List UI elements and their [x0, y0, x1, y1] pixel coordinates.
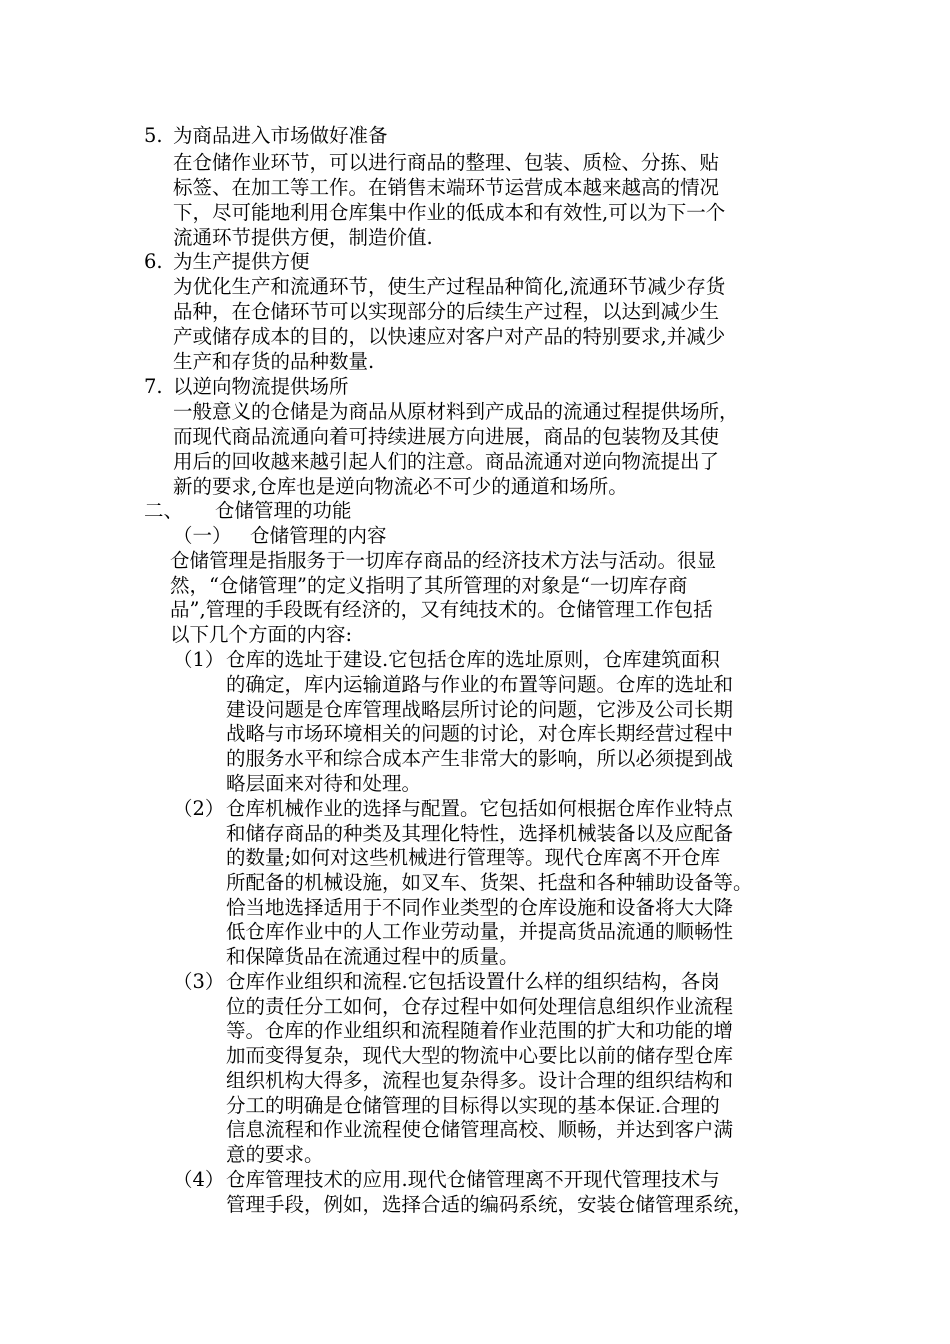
item-7-body-line: 一般意义的仓储是为商品从原材料到产成品的流通过程提供场所，	[173, 400, 739, 423]
intro-line: 然，“仓储管理”的定义指明了其所管理的对象是“一切库存商	[170, 574, 688, 597]
point-2-line: 仓库机械作业的选择与配置。它包括如何根据仓库作业特点	[226, 797, 734, 820]
item-6-body-line: 品种，在仓储环节可以实现部分的后续生产过程，以达到减少生	[173, 300, 720, 323]
item-7-body-line: 新的要求,仓库也是逆向物流必不可少的通道和场所。	[173, 475, 628, 498]
item-5-number: 5.	[144, 124, 163, 147]
item-7-body-line: 用后的回收越来越引起人们的注意。商品流通对逆向物流提出了	[173, 450, 720, 473]
point-3-line: 仓库作业组织和流程.它包括设置什么样的组织结构，各岗	[226, 970, 720, 993]
point-3-number: （3）	[173, 970, 225, 993]
point-3-line: 信息流程和作业流程使仓储管理高校、顺畅，并达到客户满	[226, 1118, 734, 1141]
point-3-line: 加而变得复杂，现代大型的物流中心要比以前的储存型仓库	[226, 1044, 734, 1067]
item-5-body-line: 在仓储作业环节，可以进行商品的整理、包装、质检、分拣、贴	[173, 151, 720, 174]
subsection-1-heading: 仓储管理的内容	[250, 524, 387, 547]
item-5-title: 为商品进入市场做好准备	[173, 124, 388, 147]
section-2-number: 二、	[144, 499, 184, 522]
point-3-line: 组织机构大得多，流程也复杂得多。设计合理的组织结构和	[226, 1069, 734, 1092]
item-6-body-line: 产或储存成本的目的，以快速应对客户对产品的特别要求,并减少	[173, 325, 726, 348]
point-4-line: 管理手段，例如，选择合适的编码系统，安装仓储管理系统，	[226, 1193, 753, 1216]
item-5-body-line: 标签、在加工等工作。在销售末端环节运营成本越来越高的情况	[173, 176, 720, 199]
section-2-heading: 仓储管理的功能	[215, 499, 352, 522]
point-2-line: 和储存商品的种类及其理化特性，选择机械装备以及应配备	[226, 822, 734, 845]
point-1-line: 战略与市场环境相关的问题的讨论，对仓库长期经营过程中	[226, 722, 734, 745]
point-3-line: 位的责任分工如何，仓存过程中如何处理信息组织作业流程	[226, 995, 734, 1018]
item-6-number: 6.	[144, 250, 163, 273]
point-2-line: 低仓库作业中的人工作业劳动量，并提高货品流通的顺畅性	[226, 920, 734, 943]
item-7-body-line: 而现代商品流通向着可持续进展方向进展，商品的包装物及其使	[173, 425, 720, 448]
point-1-line: 的服务水平和综合成本产生非常大的影响，所以必须提到战	[226, 747, 734, 770]
point-3-line: 意的要求。	[226, 1143, 324, 1166]
point-3-line: 分工的明确是仓储管理的目标得以实现的基本保证.合理的	[226, 1094, 720, 1117]
point-1-number: （1）	[173, 648, 225, 671]
point-2-line: 恰当地选择适用于不同作业类型的仓库设施和设备将大大降	[226, 896, 734, 919]
point-2-line: 所配备的机械设施，如叉车、货架、托盘和各种辅助设备等。	[226, 871, 753, 894]
point-4-number: （4）	[173, 1168, 225, 1191]
item-6-title: 为生产提供方便	[173, 250, 310, 273]
item-6-body-line: 为优化生产和流通环节，使生产过程品种简化,流通环节减少存货	[173, 275, 726, 298]
point-1-line: 仓库的选址于建设.它包括仓库的选址原则，仓库建筑面积	[226, 648, 720, 671]
intro-line: 品”,管理的手段既有经济的，又有纯技术的。仓储管理工作包括	[170, 598, 713, 621]
intro-line: 以下几个方面的内容:	[170, 623, 353, 646]
point-1-line: 略层面来对待和处理。	[226, 772, 422, 795]
point-1-line: 建设问题是仓库管理战略层所讨论的问题，它涉及公司长期	[226, 698, 734, 721]
item-7-title: 以逆向物流提供场所	[173, 375, 349, 398]
point-4-line: 仓库管理技术的应用.现代仓储管理离不开现代管理技术与	[226, 1168, 720, 1191]
item-6-body-line: 生产和存货的品种数量.	[173, 350, 375, 373]
item-7-number: 7.	[144, 375, 163, 398]
point-2-number: （2）	[173, 797, 225, 820]
point-1-line: 的确定，库内运输道路与作业的布置等问题。仓库的选址和	[226, 673, 734, 696]
point-3-line: 等。仓库的作业组织和流程随着作业范围的扩大和功能的增	[226, 1019, 734, 1042]
item-5-body-line: 下，尽可能地利用仓库集中作业的低成本和有效性,可以为下一个	[173, 201, 726, 224]
item-5-body-line: 流通环节提供方便，制造价值.	[173, 226, 433, 249]
intro-line: 仓储管理是指服务于一切库存商品的经济技术方法与活动。很显	[170, 549, 717, 572]
subsection-1-number: （一）	[173, 524, 232, 547]
point-2-line: 的数量;如何对这些机械进行管理等。现代仓库离不开仓库	[226, 846, 721, 869]
point-2-line: 和保障货品在流通过程中的质量。	[226, 945, 519, 968]
